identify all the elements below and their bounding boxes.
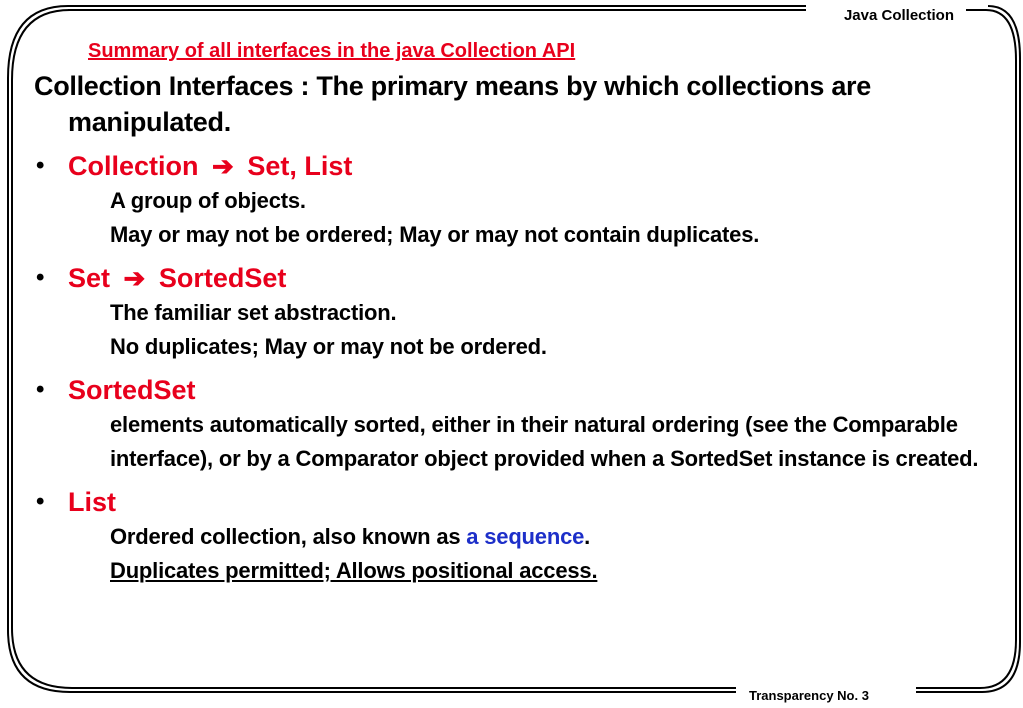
heading-left: SortedSet [68,375,196,405]
heading-right: Set, List [247,151,353,181]
section-heading [34,260,996,296]
right-arrow-icon: ➔ [123,263,146,293]
slide-title: Summary of all interfaces in the java Collection API [88,40,576,62]
list-item [34,330,996,364]
list-item-text: elements automatically sorted, either in their natural ordering (see the Comparable interface), or by a Comparator object provided when a SortedSet instance is created. [110,412,979,471]
heading-left: Set [68,263,111,293]
bullet-icon: • [36,264,45,291]
bullet-icon: • [36,152,45,179]
list-item-text: Duplicates permitted; Allows positional access. [110,558,598,583]
list-item-text: The familiar set abstraction. [110,300,397,325]
right-arrow-icon: ➔ [212,151,234,181]
section-set [34,260,996,364]
list-item-text: No duplicates; May or may not be ordered. [110,334,547,359]
intro-text: Collection Interfaces : The primary means by which collections are manipulated. [34,71,871,137]
list-item-text: A group of objects. [110,188,306,213]
text-before-link: Ordered collection, also known as [110,524,467,549]
bullet-icon: • [36,488,45,515]
list-item [34,408,996,476]
list-item [34,184,996,218]
section-collection [34,148,996,252]
bullet-icon: • [36,376,45,403]
section-sortedset [34,372,996,476]
section-heading [34,372,996,408]
section-list [34,484,996,588]
heading-left: Collection [68,151,199,181]
heading-right: SortedSet [158,263,287,293]
list-item [34,218,996,252]
list-item-text [110,524,590,549]
header-title: Java Collection [838,6,960,26]
section-heading [34,148,996,184]
section-heading [34,484,996,520]
list-item [34,554,996,588]
heading-left: List [68,487,117,517]
list-item-text: May or may not be ordered; May or may not contain duplicates. [110,222,760,247]
list-item [34,520,996,554]
sequence-link[interactable]: a sequence [466,524,585,549]
list-item [34,296,996,330]
text-after-link: . [584,524,591,549]
footer-label: Transparency No. 3 [741,687,877,705]
slide-content [34,68,996,588]
